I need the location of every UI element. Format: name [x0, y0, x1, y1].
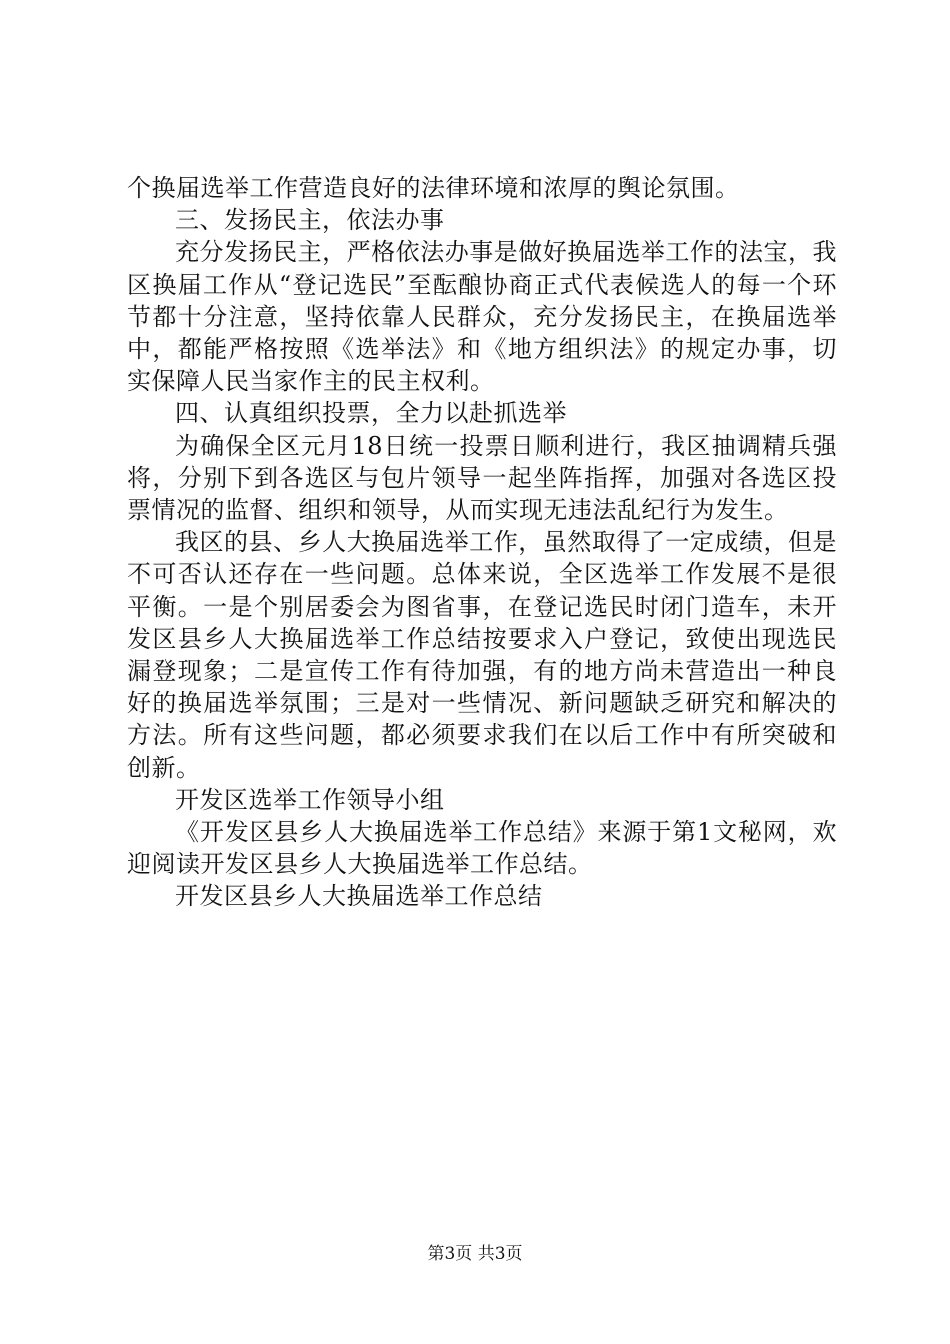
paragraph-democracy: 充分发扬民主，严格依法办事是做好换届选举工作的法宝，我区换届工作从“登记选民”至酝酿协商正式代表候选人的每一个环节都十分注意，坚持依靠人民群众，充分发扬民主，在换届选举中，都能严格按照《选举法》和《地方组织法》的规定办事，切实保障人民当家作主的民主权利。: [127, 238, 837, 396]
paragraph-voting: 为确保全区元月18日统一投票日顺利进行，我区抽调精兵强将，分别下到各选区与包片领导一起坐阵指挥，加强对各选区投票情况的监督、组织和领导，从而实现无违法乱纪行为发生。: [127, 431, 837, 525]
source-note: 《开发区县乡人大换届选举工作总结》来源于第1文秘网，欢迎阅读开发区县乡人大换届选举工作总结。: [127, 818, 837, 879]
closing-title: 开发区县乡人大换届选举工作总结: [175, 882, 543, 911]
section-heading-4: 四、认真组织投票，全力以赴抓选举: [175, 399, 567, 428]
page-number-footer: 第3页 共3页: [427, 1244, 523, 1264]
paragraph-continuation: 个换届选举工作营造良好的法律环境和浓厚的舆论氛围。: [127, 174, 740, 202]
paragraph-problems: 我区的县、乡人大换届选举工作，虽然取得了一定成绩，但是不可否认还存在一些问题。总体来说，全区选举工作发展不是很平衡。一是个别居委会为图省事，在登记选民时闭门造车，未开发区县乡人大换届选举工作总结按要求入户登记，致使出现选民漏登现象；二是宣传工作有待加强，有的地方尚未营造出一种良好的换届选举氛围；三是对一些情况、新问题缺乏研究和解决的方法。所有这些问题，都必须要求我们在以后工作中有所突破和创新。: [127, 528, 837, 782]
document-body: [127, 172, 837, 913]
signature-line: 开发区选举工作领导小组: [175, 785, 445, 814]
section-heading-3: 三、发扬民主，依法办事: [175, 206, 445, 235]
